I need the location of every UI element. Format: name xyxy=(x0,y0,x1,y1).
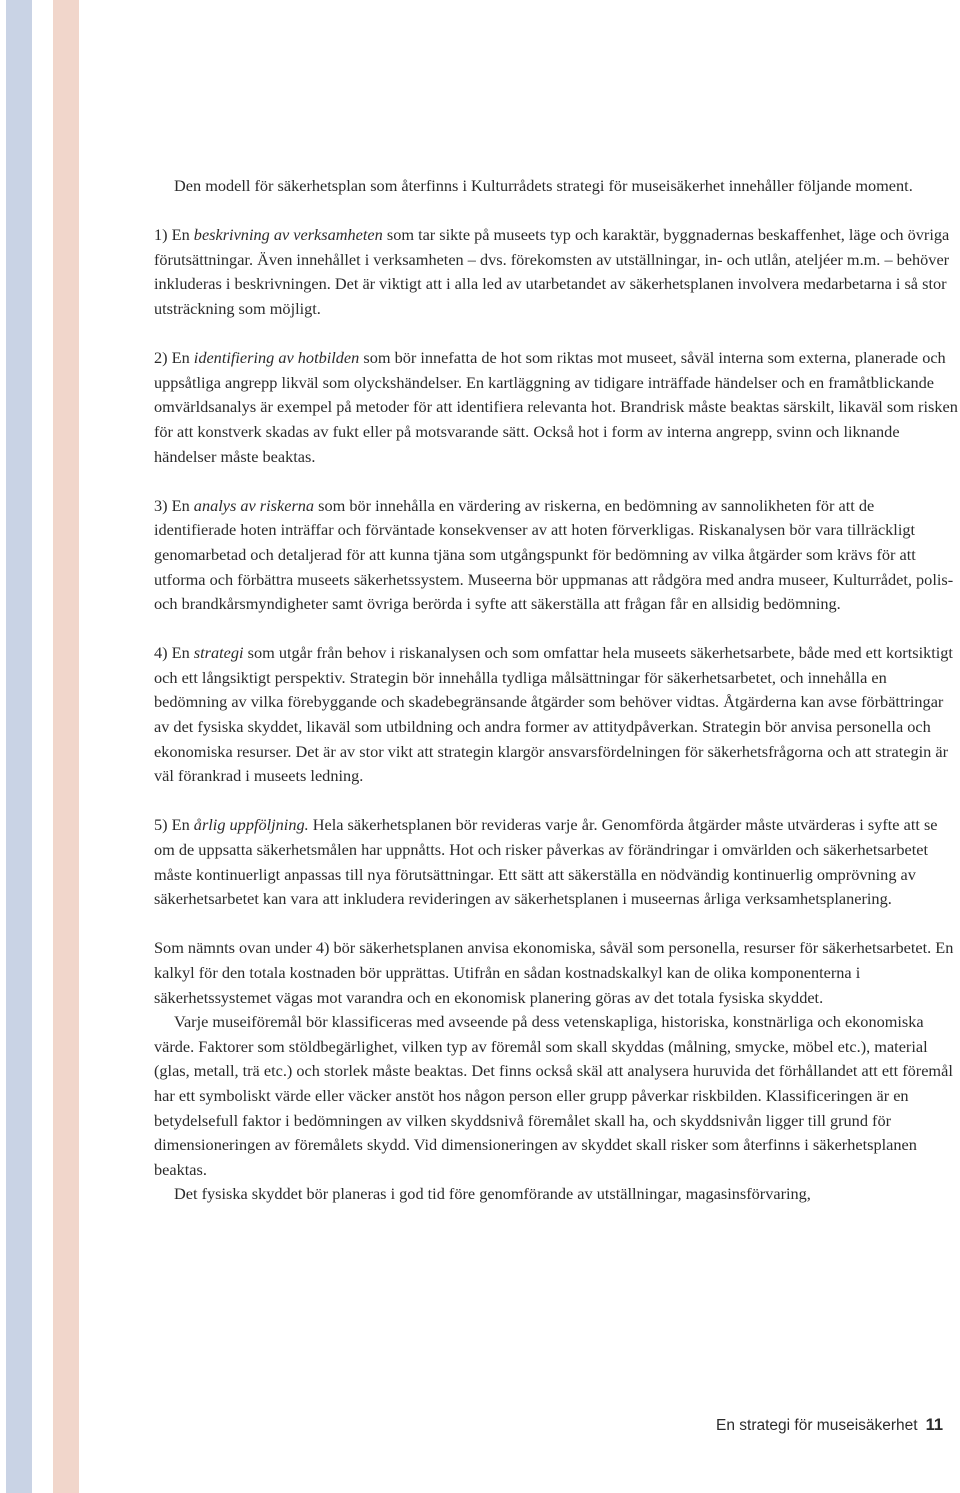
item-term: identifiering av hotbilden xyxy=(193,348,360,368)
left-decor-stripe-peach xyxy=(53,0,79,1493)
item-prefix: 3) En xyxy=(154,495,194,515)
item-text: som bör innehålla en värdering av riskerna, en bedömning av sannolikheten för att de identifierade hoten inträffar och förväntade konsekvenser av att hoten förverkligas. Riskanalysen bör vara tillräckligt genomarbetad och detaljerad för att kunna tjäna som utgångspunkt för bedömning av vilka åtgärder som krävs för att utforma och förbättra museets säkerhetssystem. Museerna bör uppmanas att rådgöra med andra museer, Kulturrådet, polis- och brandkårsmyndigheter samt övriga berörda i syfte att säkerställa att frågan får en allsidig bedömning. xyxy=(154,495,954,614)
item-text: som bör innefatta de hot som riktas mot museet, såväl interna som externa, planerade och uppsåtliga angrepp likväl som olyckshändelser. En kartläggning av tidigare inträffade händelser och en framåtblickande omvärldsanalys är exempel på metoder för att identifiera relevanta hot. Brandrisk måste beaktas särskilt, likaväl som risken för att konstverk skadas av fukt eller på motsvarande sätt. Också hot i form av interna angrepp, svinn och liknande händelser måste beaktas. xyxy=(154,348,958,466)
list-item-4 xyxy=(154,641,960,789)
intro-paragraph: Den modell för säkerhetsplan som återfinns i Kulturrådets strategi för museisäkerhet innehåller följande moment. xyxy=(174,176,913,195)
item-prefix: 2) En xyxy=(154,348,194,368)
item-prefix: 4) En xyxy=(154,643,194,663)
item-text: som tar sikte på museets typ och karaktär, byggnadernas beskaffenhet, läge och övriga förutsättningar. Även innehållet i verksamheten – dvs. förekomsten av utställningar, in- och utlån, ateljéer m.m. – behöver inkluderas i beskrivningen. Det är viktigt att i alla led av utarbetandet av säkerhetsplanen involvera medarbetarna i så stor utsträckning som möjligt. xyxy=(154,225,950,318)
list-item-5 xyxy=(154,813,960,911)
footer-title: En strategi för museisäkerhet xyxy=(716,1417,918,1434)
body-paragraph-1: Som nämnts ovan under 4) bör säkerhetsplanen anvisa ekonomiska, såväl som personella, resurser för säkerhetsarbetet. En kalkyl för den totala kostnaden bör upprättas. Utifrån en sådan kostnadskalkyl kan de olika komponenterna i säkerhetssystemet vägas mot varandra och en ekonomisk planering göras av det totala fysiska skyddet. xyxy=(154,938,954,1007)
item-term: beskrivning av verksamheten xyxy=(193,225,383,245)
body-paragraph-2: Varje museiföremål bör klassificeras med avseende på dess vetenskapliga, historiska, konstnärliga och ekonomiska värde. Faktorer som stöldbegärlighet, vilken typ av föremål som skall skyddas (målning, smycke, möbel etc.), material (glas, metall, trä etc.) och storlek måste beaktas. Det finns också skäl att analysera huruvida det förhållandet att ett föremål har ett symboliskt värde eller väcker anstöt hos någon person eller grupp påverkar riskbilden. Klassificeringen är en betydelsefull faktor i bedömningen av vilken skyddsnivå föremålet skall ha, och skyddsnivån ligger till grund för dimensioneringen av föremålets skydd. Vid dimensioneringen av skyddet skall risker som återfinns i säkerhetsplanen beaktas. xyxy=(154,1012,953,1179)
page-number: 11 xyxy=(925,1416,944,1434)
list-item-1 xyxy=(154,223,960,321)
item-term: årlig uppföljning. xyxy=(193,815,309,835)
list-item-2 xyxy=(154,346,960,469)
page-footer xyxy=(716,1416,943,1435)
item-prefix: 1) En xyxy=(154,225,194,245)
left-decor-stripe-blue xyxy=(6,0,32,1493)
item-prefix: 5) En xyxy=(154,815,194,835)
item-text: som utgår från behov i riskanalysen och som omfattar hela museets säkerhetsarbete, både med ett kortsiktigt och ett långsiktigt perspektiv. Strategin bör innehålla tydliga målsättningar för säkerhetsarbetet, och innehålla en bedömning av vilka förebyggande och skadebegränsande åtgärder som behöver vidtas. Åtgärderna kan avse förbättringar av det fysiska skyddet, likaväl som utbildning och andra former av attitydpåverkan. Strategin bör anvisa personella och ekonomiska resurser. Det är av stor vikt att strategin klargör ansvarsfördelningen för säkerhetsfrågorna och att strategin är väl förankrad i museets ledning. xyxy=(154,643,953,786)
item-term: analys av riskerna xyxy=(193,495,315,515)
list-item-3 xyxy=(154,494,960,617)
item-term: strategi xyxy=(193,643,244,663)
page-content xyxy=(154,174,960,1207)
body-paragraph-3: Det fysiska skyddet bör planeras i god tid före genomförande av utställningar, magasinsförvaring, xyxy=(174,1184,811,1204)
item-text: Hela säkerhetsplanen bör revideras varje år. Genomförda åtgärder måste utvärderas i syfte att se om de uppsatta säkerhetsmålen har uppnåtts. Hot och risker påverkas av förändringar i omvärlden och säkerhetsarbetet måste kontinuerligt anpassas till nya förutsättningar. Ett sätt att säkerställa en nödvändig kontinuerlig omprövning av säkerhetsarbetet kan vara att inkludera revideringen av säkerhetsplanen i museernas årliga verksamhetsplanering. xyxy=(154,815,938,909)
